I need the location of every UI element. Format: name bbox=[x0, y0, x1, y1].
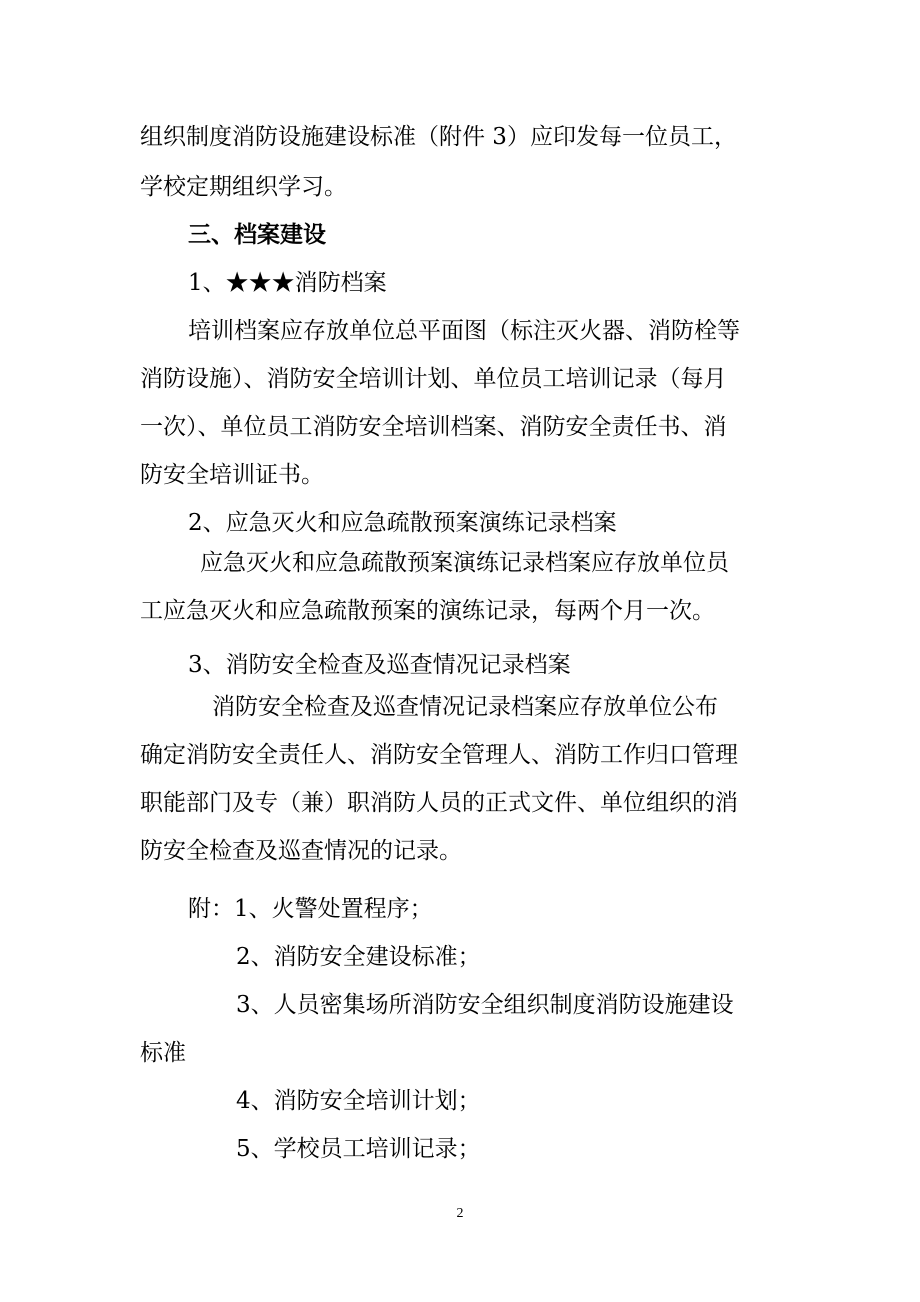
paragraph-line: 消防设施）、消防安全培训计划、单位员工培训记录（每月 bbox=[140, 366, 727, 392]
subsection-heading: 2、应急灭火和应急疏散预案演练记录档案 bbox=[188, 510, 617, 536]
paragraph-line: 培训档案应存放单位总平面图（标注灭火器、消防栓等 bbox=[188, 318, 740, 344]
paragraph-line: 应急灭火和应急疏散预案演练记录档案应存放单位员 bbox=[200, 550, 729, 576]
paragraph-line: 防安全检查及巡查情况的记录。 bbox=[140, 838, 462, 864]
page-number: 2 bbox=[456, 1206, 464, 1221]
section-heading: 三、档案建设 bbox=[188, 221, 326, 248]
paragraph-line: 组织制度消防设施建设标准（附件 3）应印发每一位员工， bbox=[140, 124, 737, 150]
subsection-heading: 3、消防安全检查及巡查情况记录档案 bbox=[188, 652, 571, 678]
paragraph-line: 学校定期组织学习。 bbox=[140, 174, 347, 200]
paragraph-line: 一次）、单位员工消防安全培训档案、消防安全责任书、消 bbox=[140, 414, 727, 440]
paragraph-line: 职能部门及专（兼）职消防人员的正式文件、单位组织的消 bbox=[140, 790, 738, 816]
appendix-item: 附：1、火警处置程序； bbox=[188, 896, 433, 922]
subsection-heading: 1、★★★消防档案 bbox=[188, 270, 387, 296]
appendix-item: 3、人员密集场所消防安全组织制度消防设施建设 bbox=[236, 992, 734, 1018]
appendix-item: 2、消防安全建设标准； bbox=[236, 944, 481, 970]
appendix-item: 5、学校员工培训记录； bbox=[236, 1136, 481, 1162]
paragraph-line: 确定消防安全责任人、消防安全管理人、消防工作归口管理 bbox=[140, 742, 738, 768]
paragraph-line: 工应急灭火和应急疏散预案的演练记录，每两个月一次。 bbox=[140, 598, 715, 624]
paragraph-line: 防安全培训证书。 bbox=[140, 462, 324, 488]
appendix-item-continuation: 标准 bbox=[140, 1040, 186, 1066]
appendix-item: 4、消防安全培训计划； bbox=[236, 1088, 481, 1114]
paragraph-line: 消防安全检查及巡查情况记录档案应存放单位公布 bbox=[212, 694, 718, 720]
